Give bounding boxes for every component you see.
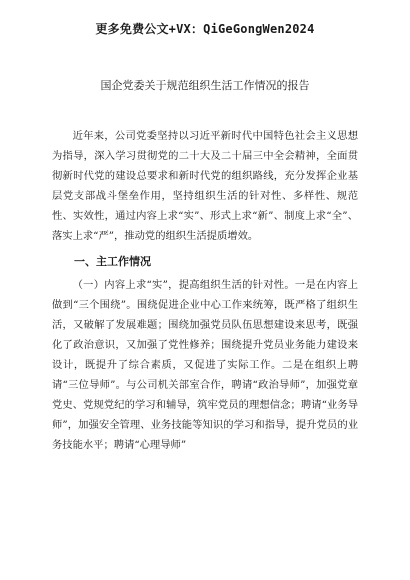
section-heading: 一、主工作情况 — [74, 255, 151, 268]
intro-paragraph: 近年来，公司党委坚持以习近平新时代中国特色社会主义思想为指导，深入学习贯彻党的二十大及二十届三中全会精神，全面贯彻新时代党的建设总要求和新时代党的组织路线，充分发挥企业基层党支部战斗堡垒作用，坚持组织生活的针对性、多样性、规范性、实效性，通过内容上求“实”、形式上求“新”、制度上求“全”、落实上求“严”，推动党的组织生活提质增效。 — [52, 130, 358, 242]
promo-banner: 更多免费公文+VX：QiGeGongWen2024 — [95, 22, 315, 36]
body-paragraph: （一）内容上求“实”，提高组织生活的针对性。一是在内容上做到“三个围绕”。围绕促进企业中心工作来统筹，既严格了组织生活，又破解了发展难题；围绕加强党员队伍思想建设来思考，既强化了政治意识，又加强了党性修养；围绕提升党员业务能力建设来设计，既提升了综合素质，又促进了实际工作。二是在组织上聘请“三位导师”。与公司机关部室合作，聘请“政治导师”，加强党章党史、党规党纪的学习和辅导，筑牢党员的理想信念；聘请“业务导师”，加强安全管理、业务技能等知识的学习和指导，提升党员的业务技能水平；聘请“心理导师” — [52, 279, 358, 451]
document-title: 国企党委关于规范组织生活工作情况的报告 — [100, 79, 310, 92]
